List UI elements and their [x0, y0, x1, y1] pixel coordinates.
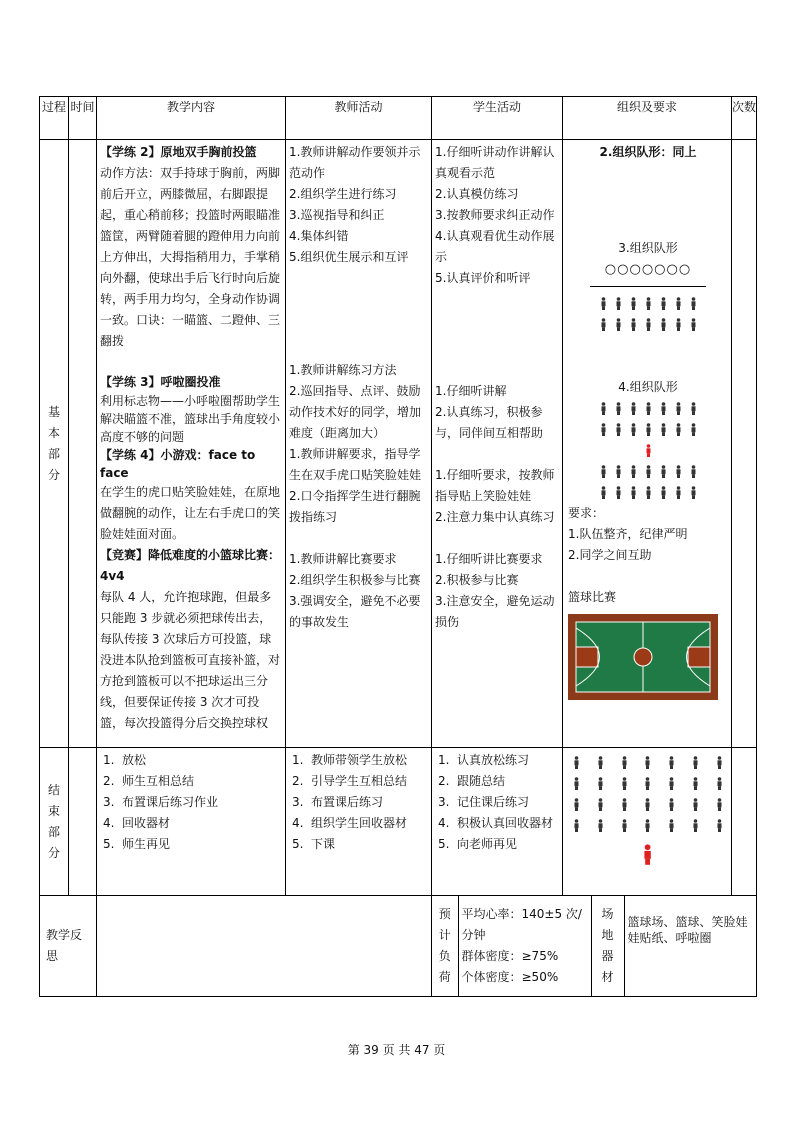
- ending-student-item: 2. 跟随总结: [438, 774, 506, 788]
- person-icon: [615, 486, 622, 499]
- drill3-text: 利用标志物——小呼啦圈帮助学生解决瞄篮不准，篮球出手角度较小高度不够的问题: [100, 394, 281, 444]
- person-icon: [600, 297, 607, 310]
- person-icon: [615, 402, 622, 415]
- person-icon: [675, 318, 682, 331]
- person-icon: [644, 798, 651, 811]
- formation4-title: 4.组织队形: [618, 380, 678, 394]
- venue-values: [624, 896, 756, 996]
- person-icon: [690, 423, 697, 436]
- reflection-body: [97, 896, 432, 997]
- person-icon: [644, 756, 651, 769]
- ending-student-item: 4. 积极认真回收器材: [438, 816, 554, 830]
- formation-row: [568, 293, 728, 314]
- ending-section-label: 结束部分: [40, 748, 69, 896]
- court-center-circle: [634, 648, 652, 666]
- teacher-b1-item: 3.巡视指导和纠正: [289, 208, 385, 222]
- person-icon: [645, 297, 652, 310]
- person-icon: [675, 297, 682, 310]
- teacher-block2: [289, 360, 428, 528]
- person-icon: [621, 819, 628, 832]
- formation-row: [568, 398, 728, 419]
- person-icon: [600, 465, 607, 478]
- ending-content-item: 4. 回收器材: [103, 816, 171, 830]
- basic-teacher-cell: [286, 140, 432, 748]
- individual-density: 个体密度：≥50%: [461, 970, 559, 984]
- basic-content-cell: [97, 140, 286, 748]
- venue-text: 篮球场、篮球、笑脸娃娃贴纸、呼啦圈: [627, 915, 748, 945]
- person-icon: [660, 423, 667, 436]
- student-b3-item: 1.仔细听讲比赛要求: [435, 552, 543, 566]
- person-icon: [573, 777, 580, 790]
- ending-teacher-item: 5. 下课: [292, 837, 336, 851]
- person-icon: [692, 777, 699, 790]
- group-density: 群体密度：≥75%: [461, 949, 559, 963]
- teacher-b2-item: 1.教师讲解练习方法: [289, 363, 397, 377]
- person-icon: [615, 297, 622, 310]
- student-b3-item: 2.积极参与比赛: [435, 573, 519, 587]
- reflection-label: 教学反思: [40, 896, 97, 997]
- student-block2: [435, 381, 559, 528]
- person-icon: [690, 297, 697, 310]
- student-b1-item: 1.仔细听讲动作讲解认真观看示范: [435, 145, 555, 180]
- student-b2-item: 2.认真练习，积极参与，同伴间互相帮助: [435, 405, 544, 440]
- drill3-title: 【学练 3】呼啦圈投准: [100, 375, 221, 389]
- ending-student-item: 3. 记住课后练习: [438, 795, 530, 809]
- court-right-key: [688, 647, 710, 667]
- reflection-row: [40, 896, 757, 997]
- student-b2-item: 1.仔细听要求，按教师指导贴上笑脸娃娃: [435, 468, 555, 503]
- ending-content-item: 3. 布置课后练习作业: [103, 795, 219, 809]
- ending-teacher-item: 4. 组织学生回收器材: [292, 816, 408, 830]
- basic-section-row: [40, 140, 757, 748]
- teacher-b1-item: 5.组织优生展示和互评: [289, 250, 409, 264]
- person-icon: [668, 798, 675, 811]
- heart-rate: 平均心率：140±5 次/分钟: [461, 907, 582, 942]
- teacher-b2-item: 2.口令指挥学生进行翻腕拨指练习: [289, 489, 421, 524]
- lesson-plan-table: [39, 96, 757, 997]
- formation-row: [568, 482, 728, 503]
- student-block3: [435, 549, 559, 633]
- formation3-line: [590, 286, 706, 287]
- basic-section-label: 基本部分: [40, 140, 69, 748]
- person-icon: [675, 486, 682, 499]
- ending-teacher-item: 3. 布置课后练习: [292, 795, 384, 809]
- person-icon: [716, 798, 723, 811]
- person-icon: [675, 465, 682, 478]
- requirements-title: 要求：: [568, 506, 605, 520]
- ending-formation-row: [573, 794, 723, 815]
- person-icon: [692, 819, 699, 832]
- teacher-block3: [289, 549, 428, 633]
- basic-time-cell: [69, 140, 97, 748]
- person-icon: [597, 756, 604, 769]
- header-content: 教学内容: [97, 97, 286, 140]
- teacher-b1-item: 2.组织学生进行练习: [289, 187, 397, 201]
- formation-teacher-row: [568, 440, 728, 461]
- drill4-text: 在学生的虎口贴笑脸娃娃，在原地做翻腕的动作，让左右手虎口的笑脸娃娃面对面。: [100, 485, 281, 541]
- basic-student-cell: [432, 140, 563, 748]
- person-icon: [644, 777, 651, 790]
- formation2-title: 2.组织队形：同上: [599, 145, 697, 159]
- teacher-b1-item: 4.集体纠错: [289, 229, 349, 243]
- person-icon: [716, 756, 723, 769]
- person-icon: [630, 318, 637, 331]
- header-process: 过程: [40, 97, 69, 140]
- drill2-title: 【学练 2】原地双手胸前投篮: [100, 145, 257, 159]
- person-icon: [615, 423, 622, 436]
- ending-formation: [563, 748, 731, 865]
- load-label: 预计负荷: [432, 896, 458, 996]
- header-count: 次数: [732, 97, 757, 140]
- person-icon: [630, 486, 637, 499]
- student-b1-item: 2.认真模仿练习: [435, 187, 519, 201]
- person-icon: [692, 756, 699, 769]
- ending-section-row: [40, 748, 757, 896]
- ending-teacher-item: 1. 教师带领学生放松: [292, 753, 408, 767]
- person-icon: [660, 297, 667, 310]
- teacher-b3-item: 1.教师讲解比赛要求: [289, 552, 397, 566]
- ending-student-item: 5. 向老师再见: [438, 837, 518, 851]
- person-icon: [644, 819, 651, 832]
- person-icon: [645, 444, 652, 457]
- person-icon: [690, 402, 697, 415]
- person-icon: [690, 465, 697, 478]
- person-icon: [597, 798, 604, 811]
- ending-formation-row: [573, 773, 723, 794]
- person-icon: [621, 777, 628, 790]
- ending-content-cell: [97, 748, 286, 896]
- header-time: 时间: [69, 97, 97, 140]
- person-icon: [573, 819, 580, 832]
- person-icon: [660, 486, 667, 499]
- basketball-court-diagram: [568, 614, 718, 700]
- court-label: 篮球比赛: [568, 590, 617, 604]
- person-icon: [645, 402, 652, 415]
- teacher-circles-row: ○○○○○○○: [604, 262, 692, 277]
- person-icon: [597, 819, 604, 832]
- person-icon: [645, 318, 652, 331]
- person-icon: [690, 486, 697, 499]
- teacher-b3-item: 2.组织学生积极参与比赛: [289, 573, 421, 587]
- person-icon: [600, 402, 607, 415]
- formation-row: [568, 419, 728, 440]
- person-icon: [600, 423, 607, 436]
- ending-org-cell: [563, 748, 732, 896]
- teacher-b3-item: 3.强调安全，避免不必要的事故发生: [289, 594, 421, 629]
- person-icon: [690, 318, 697, 331]
- person-icon: [668, 819, 675, 832]
- ending-formation-row: [573, 752, 723, 773]
- student-block1: [435, 142, 559, 289]
- person-icon: [600, 486, 607, 499]
- drill4-title: 【学练 4】小游戏：face to face: [100, 448, 256, 480]
- formation-row: [568, 461, 728, 482]
- person-icon: [668, 756, 675, 769]
- reflection-load-cell: [432, 896, 757, 997]
- venue-label: 场地器材: [591, 896, 624, 996]
- person-icon: [615, 465, 622, 478]
- person-icon: [692, 798, 699, 811]
- formation-row: [568, 314, 728, 335]
- basic-org-cell: [563, 140, 732, 748]
- person-icon: [597, 777, 604, 790]
- person-icon: [630, 297, 637, 310]
- teacher-block1: [289, 142, 428, 268]
- person-icon: [600, 318, 607, 331]
- ending-count-cell: [732, 748, 757, 896]
- formation3-students: [568, 293, 728, 335]
- teacher-b2-item: 1.教师讲解要求，指导学生在双手虎口贴笑脸娃娃: [289, 447, 422, 482]
- ending-content-item: 1. 放松: [103, 753, 147, 767]
- ending-formation-row: [573, 815, 723, 836]
- header-row: [40, 97, 757, 140]
- person-icon: [642, 844, 653, 865]
- ending-content-item: 5. 师生再见: [103, 837, 171, 851]
- requirement-2: 2.同学之间互助: [568, 548, 652, 562]
- ending-teacher-row: [573, 844, 723, 865]
- teacher-b2-item: 2.巡回指导、点评、鼓励动作技术好的同学，增加难度（距离加大）: [289, 384, 422, 440]
- teacher-b1-item: 1.教师讲解动作要领并示范动作: [289, 145, 421, 180]
- person-icon: [645, 486, 652, 499]
- student-b2-item: 2.注意力集中认真练习: [435, 510, 555, 524]
- header-student-activity: 学生活动: [432, 97, 563, 140]
- person-icon: [660, 465, 667, 478]
- person-icon: [573, 798, 580, 811]
- ending-teacher-item: 2. 引导学生互相总结: [292, 774, 408, 788]
- person-icon: [675, 423, 682, 436]
- person-icon: [621, 756, 628, 769]
- drill2-text: 动作方法：双手持球于胸前，两脚前后开立，两膝微屈，右脚跟提起，重心稍前移；投篮时两眼瞄准篮筐，两臂随着腿的蹬伸用力向前上方伸出，大拇指稍用力，手掌稍向外翻，使球出手后飞行时向后旋转，两手用力均匀，全身动作协调一致。口诀：一瞄篮、二蹬伸、三翻拨: [100, 166, 281, 348]
- basic-count-cell: [732, 140, 757, 748]
- student-b3-item: 3.注意安全，避免运动损伤: [435, 594, 555, 629]
- match-title: 【竞赛】降低难度的小篮球比赛：4v4: [100, 548, 281, 583]
- ending-teacher-cell: [286, 748, 432, 896]
- ending-student-cell: [432, 748, 563, 896]
- person-icon: [621, 798, 628, 811]
- student-b1-item: 3.按教师要求纠正动作: [435, 208, 555, 222]
- student-b1-item: 4.认真观看优生动作展示: [435, 229, 555, 264]
- student-b2-item: 1.仔细听讲解: [435, 384, 507, 398]
- person-icon: [660, 318, 667, 331]
- ending-time-cell: [69, 748, 97, 896]
- person-icon: [630, 465, 637, 478]
- person-icon: [645, 465, 652, 478]
- person-icon: [615, 318, 622, 331]
- match-text: 每队 4 人，允许抱球跑，但最多只能跑 3 步就必须把球传出去，每队传接 3 次球后方可投篮，球没进本队抢到篮板可直接补篮，对方抢到篮板可以不把球运出三分线，但要保证传接 3 次才可投篮，每次投篮得分后交换控球权: [100, 590, 281, 730]
- formation3-title: 3.组织队形: [618, 241, 678, 255]
- person-icon: [675, 402, 682, 415]
- person-icon: [630, 423, 637, 436]
- court-left-key: [576, 647, 598, 667]
- formation4-students: [568, 398, 728, 503]
- header-teacher-activity: 教师活动: [286, 97, 432, 140]
- person-icon: [645, 423, 652, 436]
- page-footer: 第 39 页 共 47 页: [347, 1043, 446, 1057]
- person-icon: [716, 777, 723, 790]
- requirement-1: 1.队伍整齐，纪律严明: [568, 527, 688, 541]
- load-values: [458, 896, 591, 996]
- header-organization: 组织及要求: [563, 97, 732, 140]
- person-icon: [716, 819, 723, 832]
- ending-student-item: 1. 认真放松练习: [438, 753, 530, 767]
- person-icon: [660, 402, 667, 415]
- person-icon: [630, 402, 637, 415]
- student-b1-item: 5.认真评价和听评: [435, 271, 531, 285]
- person-icon: [668, 777, 675, 790]
- person-icon: [573, 756, 580, 769]
- ending-content-item: 2. 师生互相总结: [103, 774, 195, 788]
